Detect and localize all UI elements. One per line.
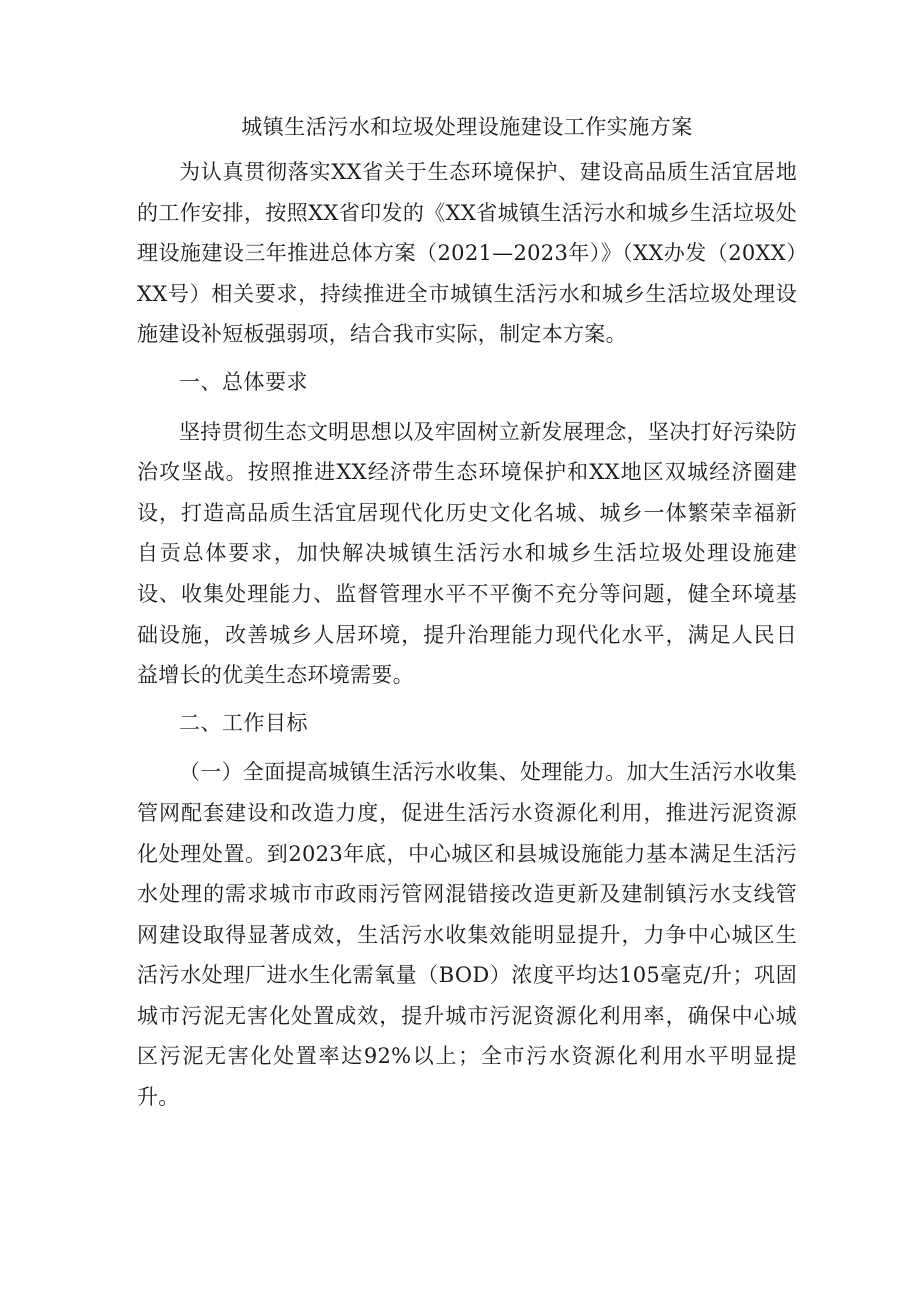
work-goals-paragraph: （一）全面提高城镇生活污水收集、处理能力。加大生活污水收集管网配套建设和改造力度，促进生活污水资源化利用，推进污泥资源化处理处置。到2023年底，中心城区和县城设施能力基本满足生活污水处理的需求城市市政雨污管网混错接改造更新及建制镇污水支线管网建设取得显著成效，生活污水收集效能明显提升，力争中心城区生活污水处理厂进水生化需氧量（BOD）浓度平均达105毫克/升；巩固城市污泥无害化处置成效，提升城市污泥资源化利用率，确保中心城区污泥无害化处置率达92%以上；全市污水资源化利用水平明显提升。 xyxy=(137,760,797,1110)
section-heading-work-goals: 二、工作目标 xyxy=(179,710,308,735)
section-heading-general-requirements: 一、总体要求 xyxy=(179,369,308,394)
document-page xyxy=(137,112,797,1125)
general-requirements-paragraph: 坚持贯彻生态文明思想以及牢固树立新发展理念，坚决打好污染防治攻坚战。按照推进XX经济带生态环境保护和XX地区双城经济圈建设，打造高品质生活宜居现代化历史文化名城、城乡一体繁荣幸福新自贡总体要求，加快解决城镇生活污水和城乡生活垃圾处理设施建设、收集处理能力、监督管理水平不平衡不充分等问题，健全环境基础设施，改善城乡人居环境，提升治理能力现代化水平，满足人民日益增长的优美生态环境需要。 xyxy=(137,419,797,688)
intro-paragraph: 为认真贯彻落实XX省关于生态环境保护、建设高品质生活宜居地的工作安排，按照XX省印发的《XX省城镇生活污水和城乡生活垃圾处理设施建设三年推进总体方案（2021—2023年）》（XX办发（20XX）XX号）相关要求，持续推进全市城镇生活污水和城乡生活垃圾处理设施建设补短板强弱项，结合我市实际，制定本方案。 xyxy=(137,160,797,347)
document-title: 城镇生活污水和垃圾处理设施建设工作实施方案 xyxy=(241,115,693,139)
